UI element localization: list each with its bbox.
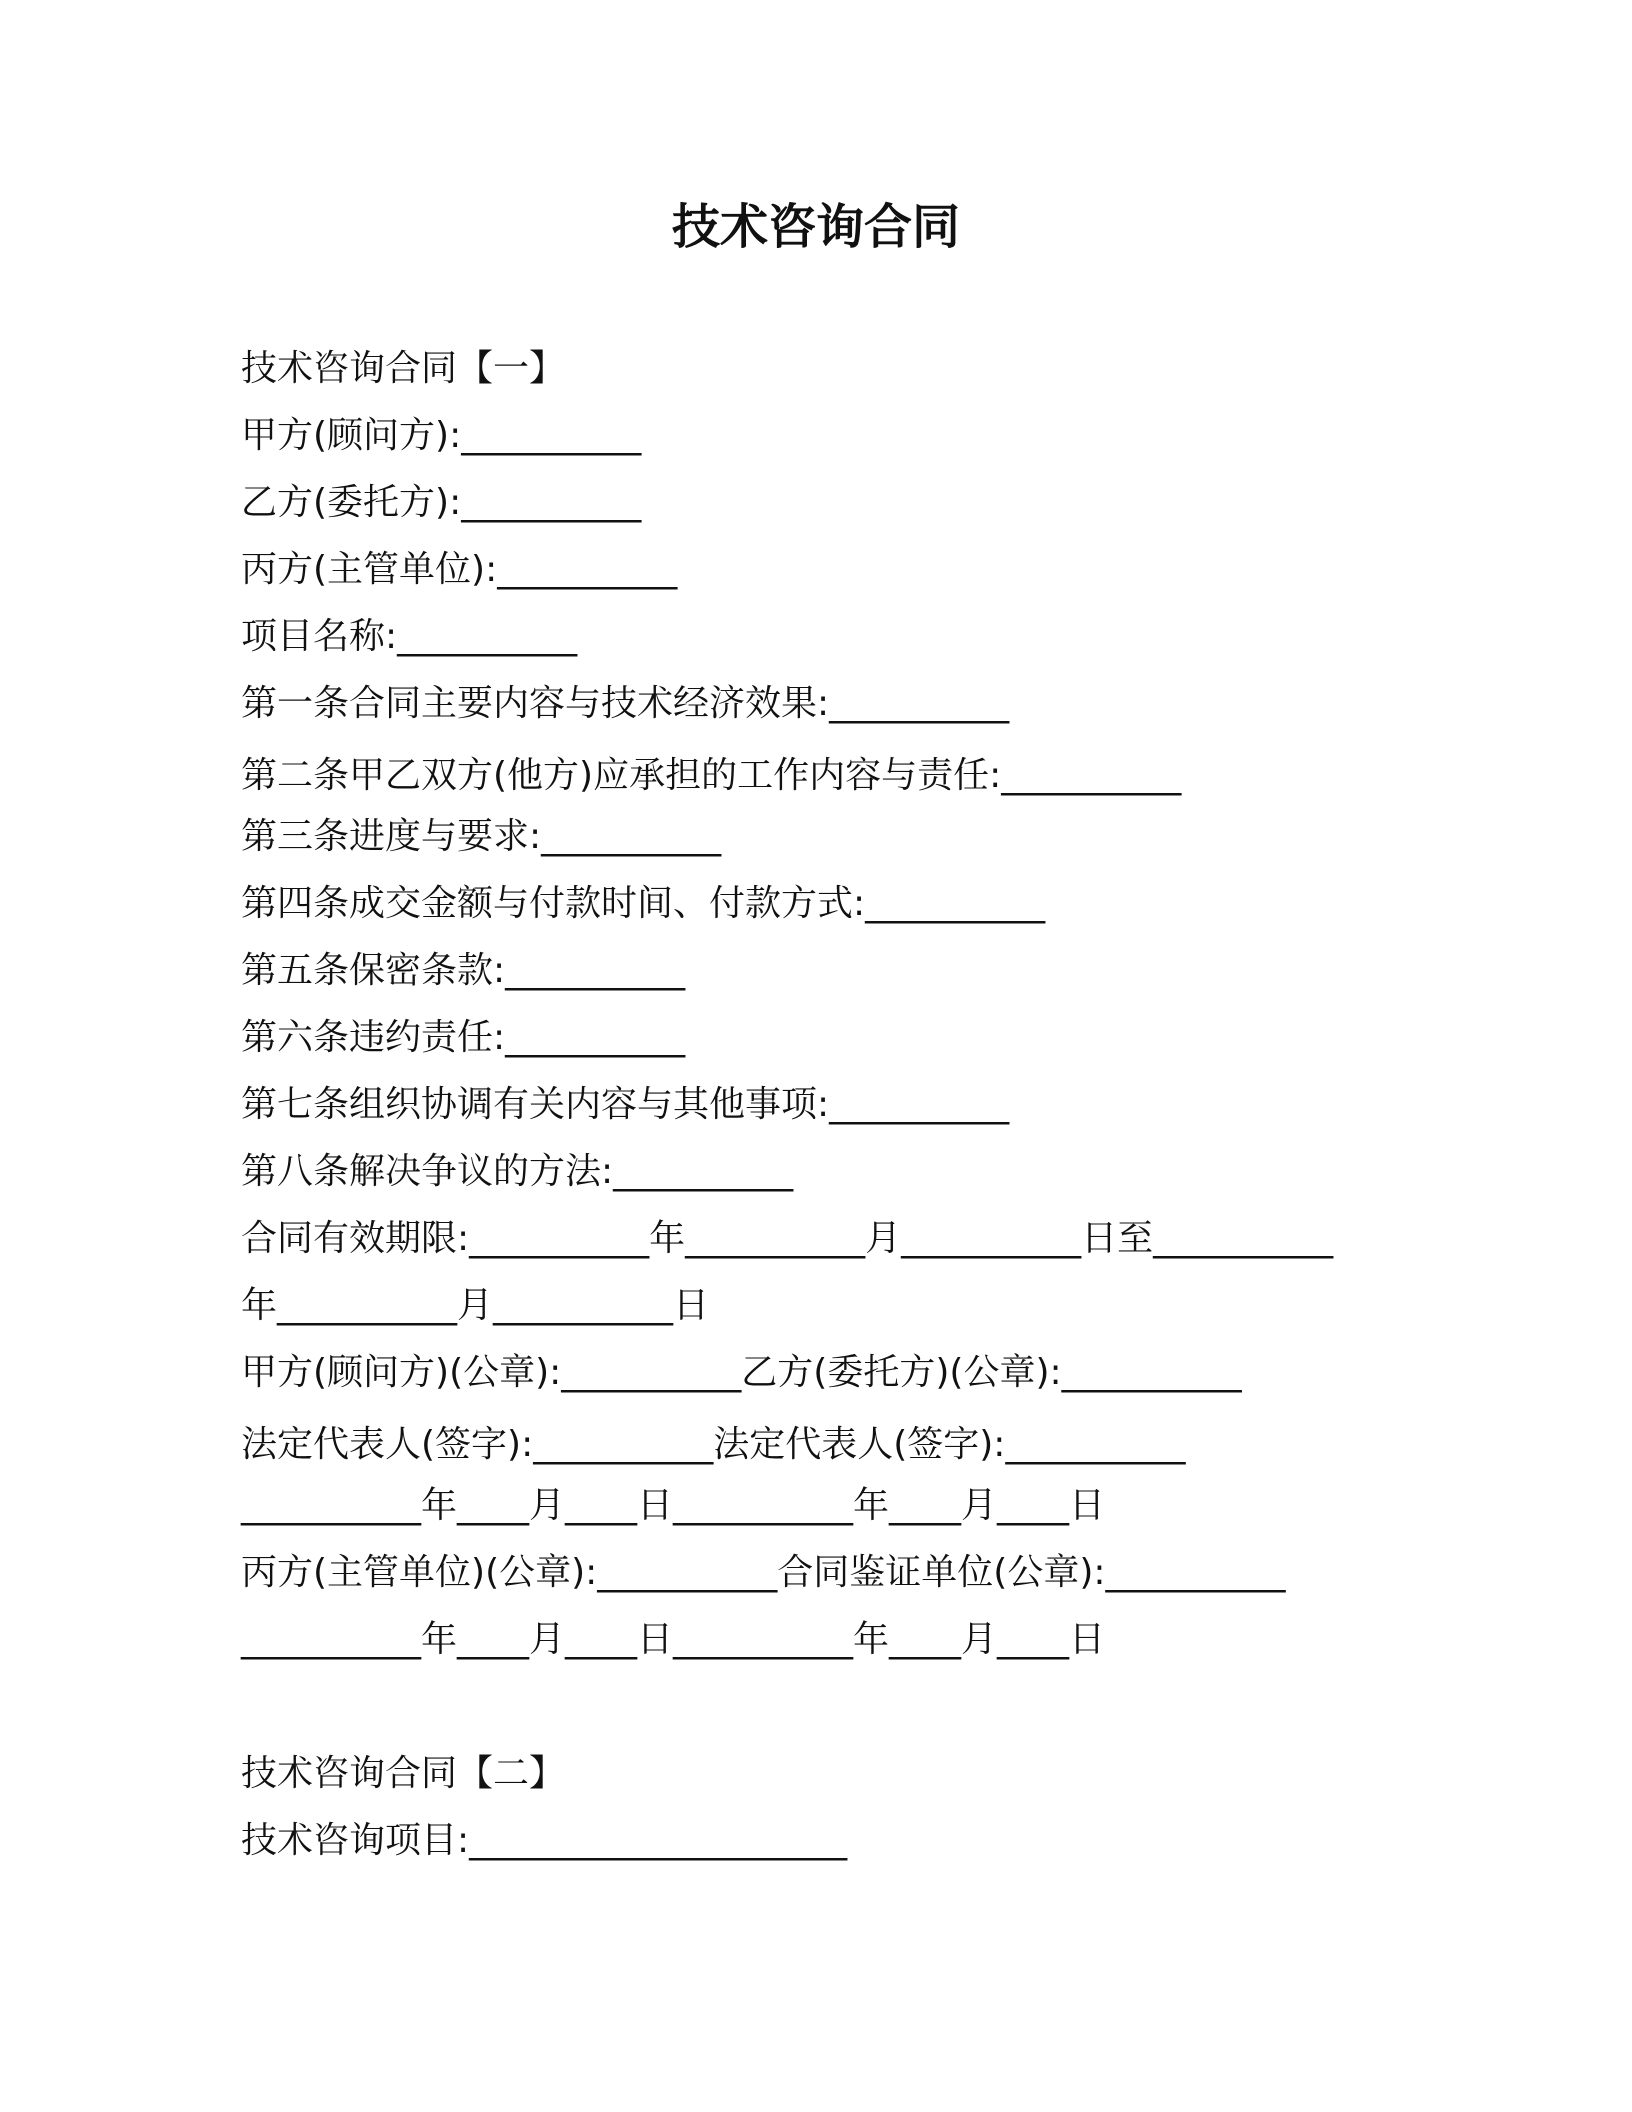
- article-1-line: 第一条合同主要内容与技术经济效果:__________: [241, 683, 1010, 724]
- article-4-line: 第四条成交金额与付款时间、付款方式:__________: [241, 883, 1046, 924]
- article-2-line: 第二条甲乙双方(他方)应承担的工作内容与责任:__________: [241, 755, 1182, 796]
- party-a-line: 甲方(顾问方):__________: [241, 415, 642, 456]
- article-7-line: 第七条组织协调有关内容与其他事项:__________: [241, 1084, 1010, 1125]
- article-8-line: 第八条解决争议的方法:__________: [241, 1151, 794, 1192]
- article-6-line: 第六条违约责任:__________: [241, 1017, 686, 1058]
- seal-line-c-verification: 丙方(主管单位)(公章):__________合同鉴证单位(公章):__________: [241, 1552, 1286, 1593]
- party-b-line: 乙方(委托方):__________: [241, 482, 642, 523]
- consulting-project-line: 技术咨询项目:_____________________: [241, 1820, 848, 1861]
- legal-rep-signature-line: 法定代表人(签字):__________法定代表人(签字):__________: [241, 1424, 1186, 1465]
- section-one-heading: 技术咨询合同【一】: [241, 348, 566, 389]
- validity-period-end-line: 年__________月__________日: [241, 1285, 709, 1326]
- seal-line-ab: 甲方(顾问方)(公章):__________乙方(委托方)(公章):__________: [241, 1352, 1242, 1393]
- document-title: 技术咨询合同: [671, 199, 960, 255]
- validity-period-line: 合同有效期限:__________年__________月__________日至__________: [241, 1218, 1334, 1259]
- signature-date-line-2: __________年____月____日__________年____月____日: [241, 1619, 1105, 1660]
- party-c-line: 丙方(主管单位):__________: [241, 549, 678, 590]
- signature-date-line-1: __________年____月____日__________年____月____日: [241, 1485, 1105, 1526]
- project-name-line: 项目名称:__________: [241, 616, 578, 657]
- article-3-line: 第三条进度与要求:__________: [241, 816, 722, 857]
- article-5-line: 第五条保密条款:__________: [241, 950, 686, 991]
- section-two-heading: 技术咨询合同【二】: [241, 1753, 566, 1794]
